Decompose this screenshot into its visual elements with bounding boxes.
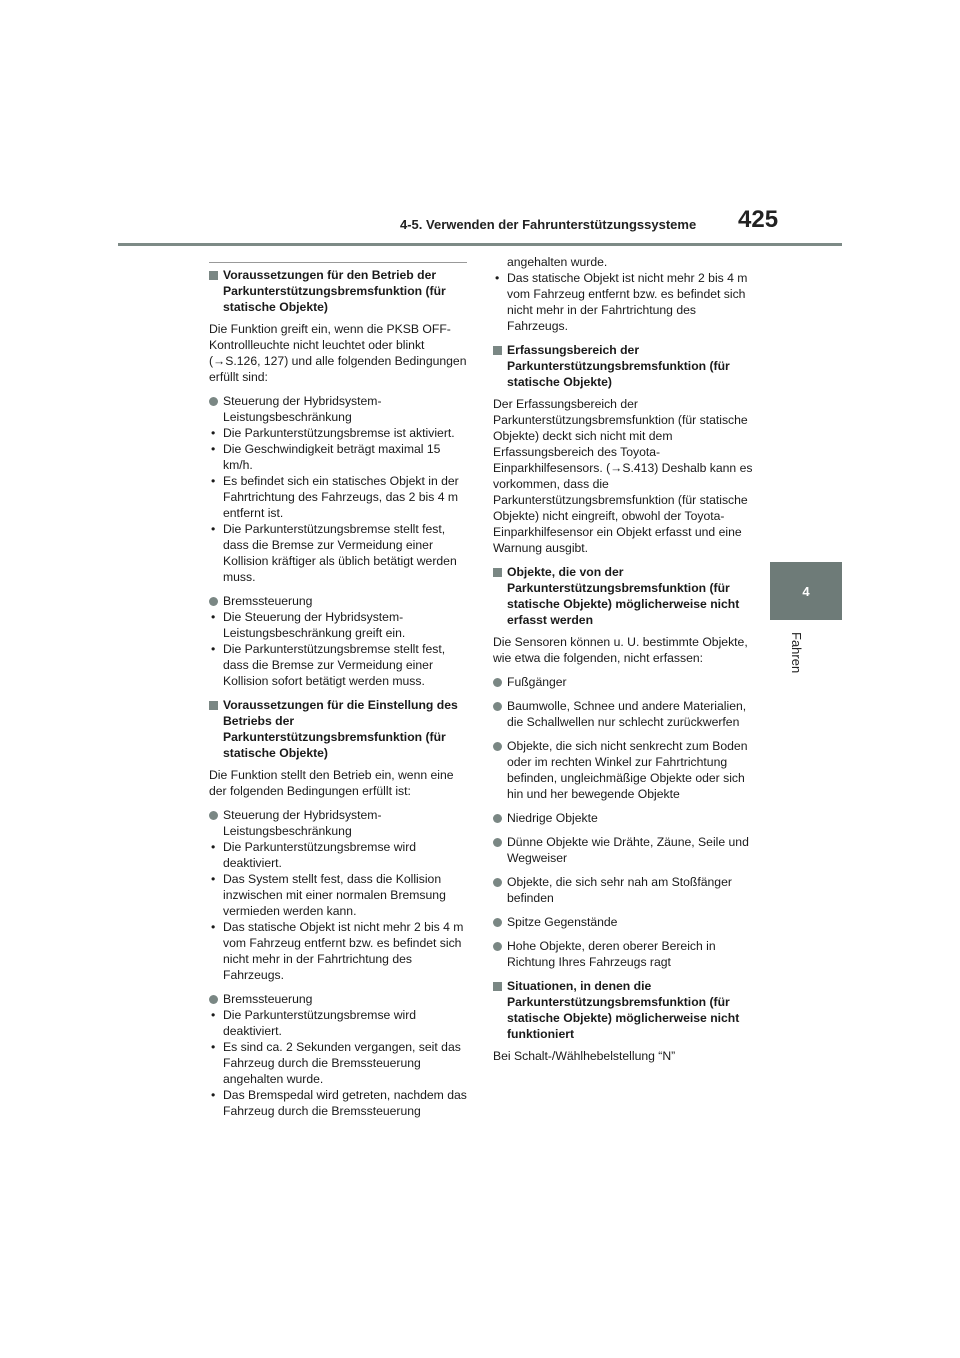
- bullet-item: Steuerung der Hybridsystem-Leistungsbeschränkung: [209, 393, 469, 425]
- bullet-group: [209, 393, 469, 585]
- bullet-item: Hohe Objekte, deren oberer Bereich in Richtung Ihres Fahrzeugs ragt: [493, 938, 753, 970]
- bullet-item: Dünne Objekte wie Drähte, Zäune, Seile und Wegweiser: [493, 834, 753, 866]
- right-column: [493, 254, 753, 1072]
- bullet-group: [493, 270, 753, 334]
- bullet-item: Bremssteuerung: [209, 991, 469, 1007]
- sub-item: • Das Bremspedal wird getreten, nachdem das Fahrzeug durch die Bremssteuerung: [209, 1087, 469, 1119]
- sub-item: • Das System stellt fest, dass die Kollision inzwischen mit einer normalen Bremsung vermieden werden kann.: [209, 871, 469, 919]
- paragraph: Die Funktion stellt den Betrieb ein, wenn eine der folgenden Bedingungen erfüllt ist:: [209, 768, 454, 798]
- paragraph: Bei Schalt-/Wählhebelstellung “N”: [493, 1049, 676, 1063]
- bullet-group: [493, 674, 753, 690]
- chapter-label: Fahren: [789, 632, 804, 674]
- sub-item: • Das statische Objekt ist nicht mehr 2 bis 4 m vom Fahrzeug entfernt bzw. es befindet sich nicht mehr in der Fahrtrichtung des Fahrzeugs.: [209, 919, 469, 983]
- chapter-tab[interactable]: 4: [770, 562, 842, 620]
- bullet-group: [209, 807, 469, 983]
- bullet-group: [493, 914, 753, 930]
- bullet-group: [209, 593, 469, 689]
- page-number: 425: [738, 206, 779, 233]
- sub-item: • Die Geschwindigkeit beträgt maximal 15 km/h.: [209, 441, 469, 473]
- bullet-group: [493, 874, 753, 906]
- bullet-group: [209, 991, 469, 1119]
- section-heading: Situationen, in denen die Parkunterstützungsbremsfunktion (für statische Objekte) möglicherweise nicht funktioniert: [493, 978, 753, 1042]
- bullet-group: [493, 938, 753, 970]
- sub-item: • Die Parkunterstützungsbremse wird deaktiviert.: [209, 1007, 469, 1039]
- bullet-group: [493, 834, 753, 866]
- sub-item: • Die Parkunterstützungsbremse stellt fest, dass die Bremse zur Vermeidung einer Kollision sofort betätigt werden muss.: [209, 641, 469, 689]
- bullet-item: Baumwolle, Schnee und andere Materialien, die Schallwellen nur schlecht zurückwerfen: [493, 698, 753, 730]
- section-heading: Voraussetzungen für die Einstellung des Betriebs der Parkunterstützungsbremsfunktion (für statische Objekte): [209, 697, 469, 761]
- paragraph: Der Erfassungsbereich der Parkunterstützungsbremsfunktion (für statische Objekte) deckt sich nicht mit dem Erfassungsbereich des Toyota-Einparkhilfesensors. (→S.413) Deshalb kann es vorkommen, dass die Parkunterstützungsbremsfunktion (für statische Objekte) nicht eingreift, obwohl der Toyota-Einparkhilfesensor ein Objekt erfasst und eine Warnung ausgibt.: [493, 397, 753, 555]
- bullet-group: [493, 738, 753, 802]
- sub-item: • Die Parkunterstützungsbremse wird deaktiviert.: [209, 839, 469, 871]
- bullet-group: [493, 698, 753, 730]
- sub-item: • Das statische Objekt ist nicht mehr 2 bis 4 m vom Fahrzeug entfernt bzw. es befindet sich nicht mehr in der Fahrtrichtung des Fahrzeugs.: [493, 270, 753, 334]
- header-rule: [118, 243, 842, 246]
- sub-item: • Die Steuerung der Hybridsystem-Leistungsbeschränkung greift ein.: [209, 609, 469, 641]
- section-title: 4-5. Verwenden der Fahrunterstützungssysteme: [400, 217, 697, 232]
- section-divider: [209, 262, 467, 263]
- left-column: [209, 258, 469, 1127]
- sub-item: • Die Parkunterstützungsbremse stellt fest, dass die Bremse zur Vermeidung einer Kollision kräftiger als üblich betätigt werden muss.: [209, 521, 469, 585]
- bullet-group: [493, 810, 753, 826]
- sub-item: • Es sind ca. 2 Sekunden vergangen, seit das Fahrzeug durch die Bremssteuerung angehalten wurde.: [209, 1039, 469, 1087]
- bullet-item: Objekte, die sich sehr nah am Stoßfänger befinden: [493, 874, 753, 906]
- sub-item: • Es befindet sich ein statisches Objekt in der Fahrtrichtung des Fahrzeugs, das 2 bis 4 m entfernt ist.: [209, 473, 469, 521]
- paragraph: Die Funktion greift ein, wenn die PKSB OFF-Kontrollleuchte nicht leuchtet oder blinkt (→S.126, 127) und alle folgenden Bedingungen erfüllt sind:: [209, 322, 467, 384]
- bullet-item: Niedrige Objekte: [493, 810, 753, 826]
- section-heading: Voraussetzungen für den Betrieb der Parkunterstützungsbremsfunktion (für statische Objekte): [209, 267, 469, 315]
- bullet-item: Spitze Gegenstände: [493, 914, 753, 930]
- bullet-item: Steuerung der Hybridsystem-Leistungsbeschränkung: [209, 807, 469, 839]
- bullet-item: Bremssteuerung: [209, 593, 469, 609]
- section-heading: Erfassungsbereich der Parkunterstützungsbremsfunktion (für statische Objekte): [493, 342, 753, 390]
- bullet-item: Fußgänger: [493, 674, 753, 690]
- bullet-item: Objekte, die sich nicht senkrecht zum Boden oder im rechten Winkel zur Fahrtrichtung befinden, ungleichmäßige Objekte oder sich hin und her bewegende Objekte: [493, 738, 753, 802]
- paragraph: Die Sensoren können u. U. bestimmte Objekte, wie etwa die folgenden, nicht erfassen:: [493, 635, 748, 665]
- sub-item: • Die Parkunterstützungsbremse ist aktiviert.: [209, 425, 469, 441]
- continued-text: angehalten wurde.: [507, 255, 608, 269]
- section-heading: Objekte, die von der Parkunterstützungsbremsfunktion (für statische Objekte) möglicherweise nicht erfasst werden: [493, 564, 753, 628]
